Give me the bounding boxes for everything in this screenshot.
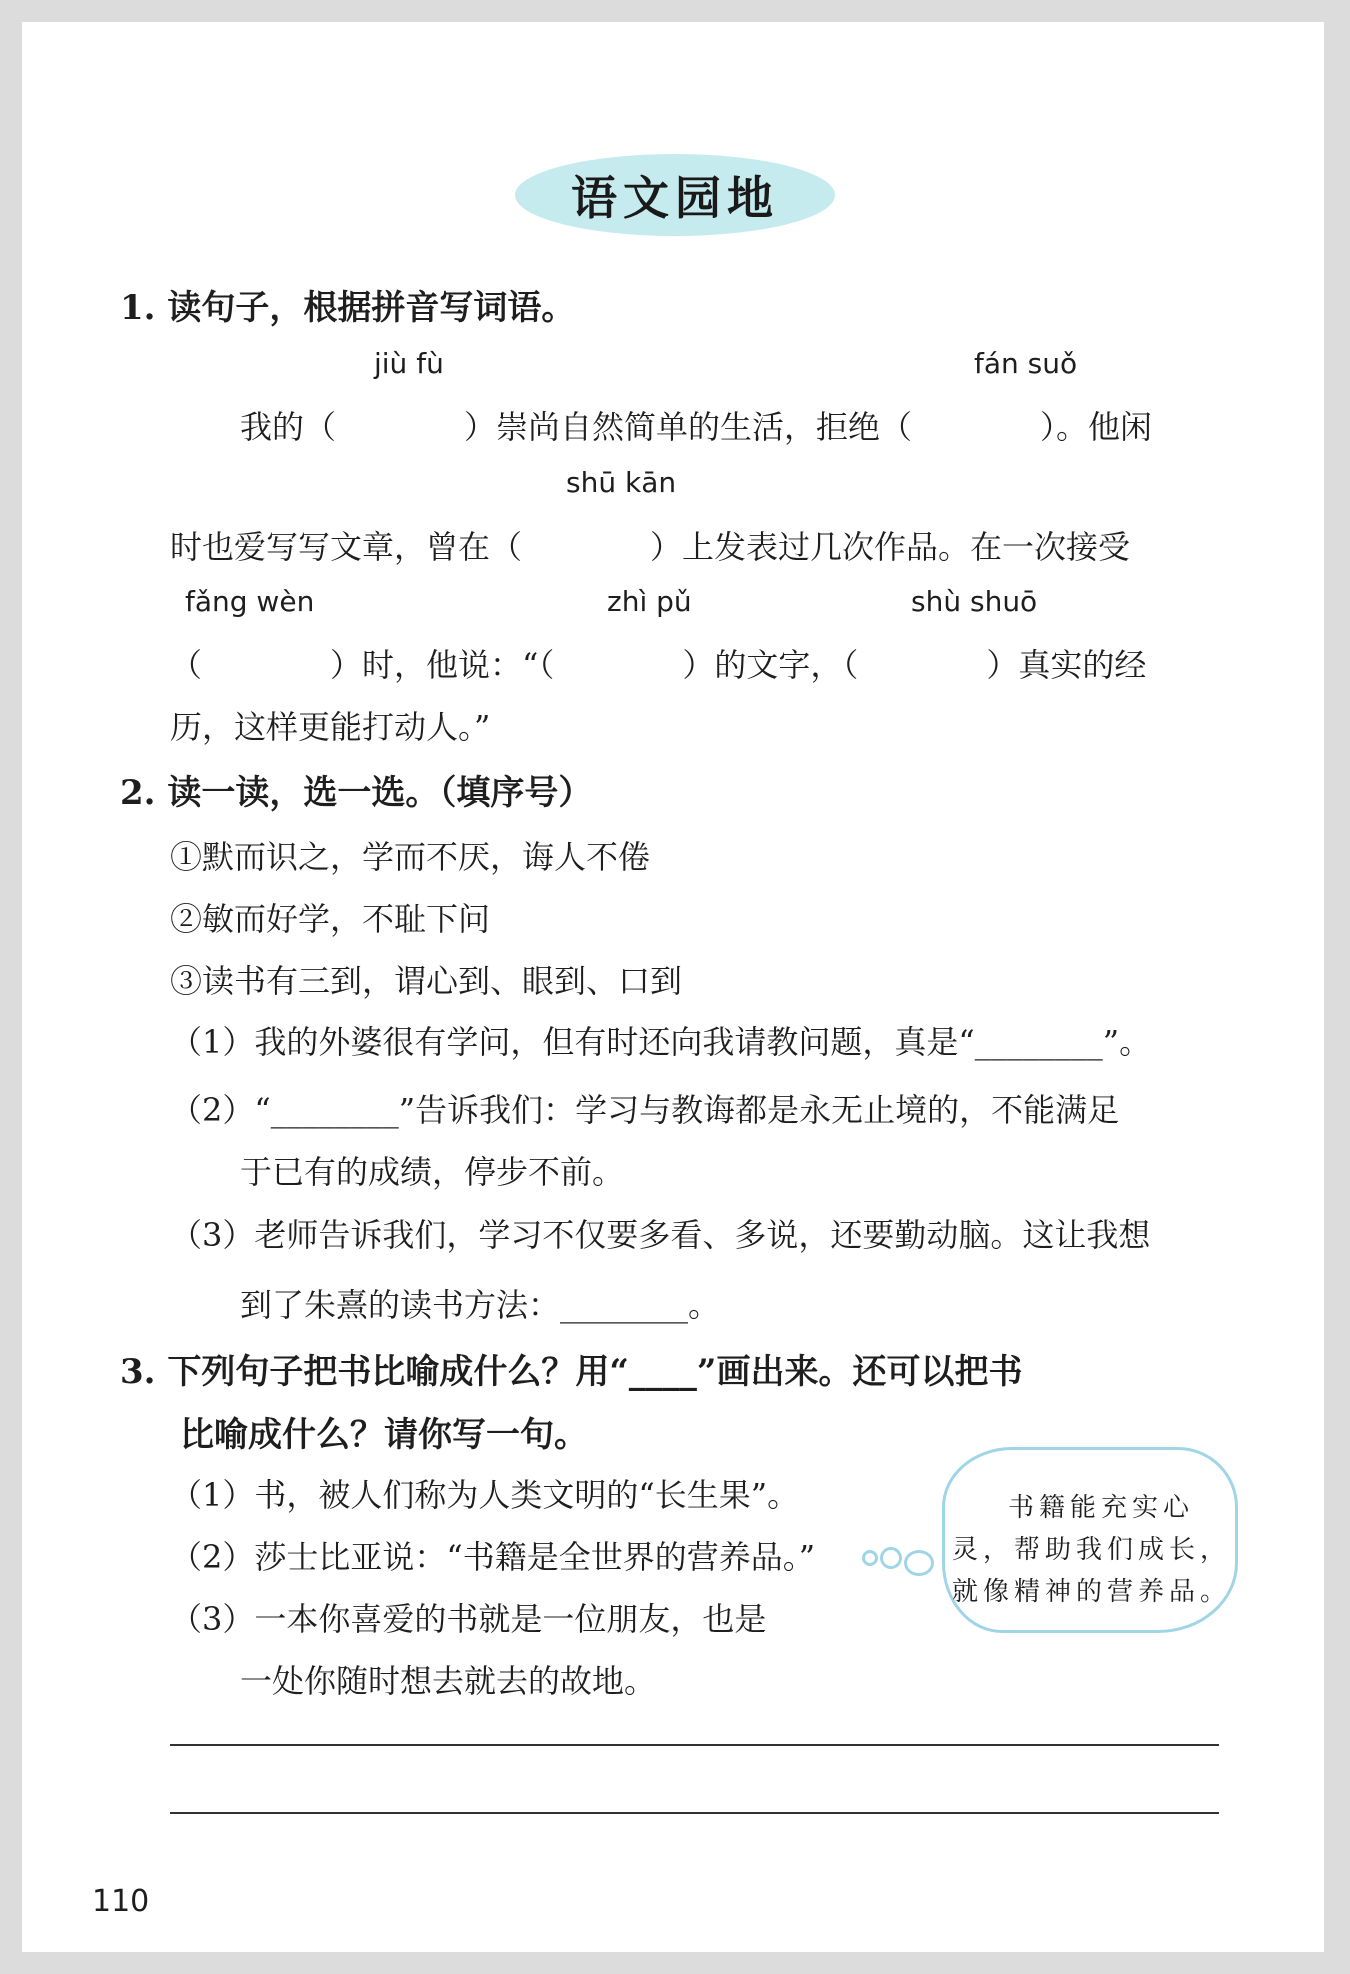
answer-line-2 [170,1812,1219,1814]
q1-pinyin-fangwen: fǎng wèn [185,585,315,618]
thought-dot-medium [880,1547,902,1569]
page-title: 语文园地 [571,171,779,225]
answer-line-1 [170,1744,1219,1746]
q2-option-2: ②敏而好学，不耻下问 [170,900,491,938]
q1-heading: 1. 读句子，根据拼音写词语。 [120,288,576,328]
q2-item-2-cont: 于已有的成绩，停步不前。 [240,1153,625,1191]
q1-pinyin-zhipu: zhì pǔ [607,585,692,618]
thought-dot-small [862,1550,878,1566]
thought-line-1: 书籍能充实心 [1008,1493,1195,1523]
q2-heading: 2. 读一读，选一选。（填序号） [120,773,593,813]
q1-pinyin-jiufu: jiù fù [374,347,444,380]
thought-dot-large [904,1550,934,1576]
q3-heading-line1: 3. 下列句子把书比喻成什么？用“____”画出来。还可以把书 [120,1352,1023,1392]
q2-item-1: （1）我的外婆很有学问，但有时还向我请教问题，真是“________”。 [170,1023,1152,1061]
q2-option-1: ①默而识之，学而不厌，诲人不倦 [170,838,651,876]
q3-item-1: （1）书，被人们称为人类文明的“长生果”。 [170,1476,800,1514]
thought-line-3: 就像精神的营养品。 [952,1577,1232,1607]
q3-item-2: （2）莎士比亚说：“书籍是全世界的营养品。” [170,1538,816,1576]
q1-line-3: （ ）时，他说：“（ ）的文字，（ ）真实的经 [170,646,1147,684]
page-number: 110 [92,1884,150,1919]
q1-pinyin-fansuo: fán suǒ [974,347,1078,380]
q3-item-3-cont: 一处你随时想去就去的故地。 [240,1662,657,1700]
q1-line-4: 历，这样更能打动人。” [170,708,491,746]
q2-item-2: （2）“________”告诉我们：学习与教诲都是永无止境的，不能满足 [170,1091,1120,1129]
q2-item-3: （3）老师告诉我们，学习不仅要多看、多说，还要勤动脑。这让我想 [170,1216,1151,1254]
q1-pinyin-shukan: shū kān [566,466,677,499]
q3-heading-line2: 比喻成什么？请你写一句。 [180,1415,588,1455]
q2-option-3: ③读书有三到，谓心到、眼到、口到 [170,962,683,1000]
q2-item-3-cont: 到了朱熹的读书方法：________。 [240,1286,721,1324]
q1-pinyin-shushuo: shù shuō [911,585,1038,618]
thought-line-2: 灵，帮助我们成长， [952,1535,1232,1565]
workbook-page [22,22,1324,1952]
q3-item-3: （3）一本你喜爱的书就是一位朋友，也是 [170,1600,767,1638]
q1-line-2: 时也爱写写文章，曾在（ ）上发表过几次作品。在一次接受 [170,528,1131,566]
q1-line-1: 我的（ ）崇尚自然简单的生活，拒绝（ ）。他闲 [240,408,1153,446]
